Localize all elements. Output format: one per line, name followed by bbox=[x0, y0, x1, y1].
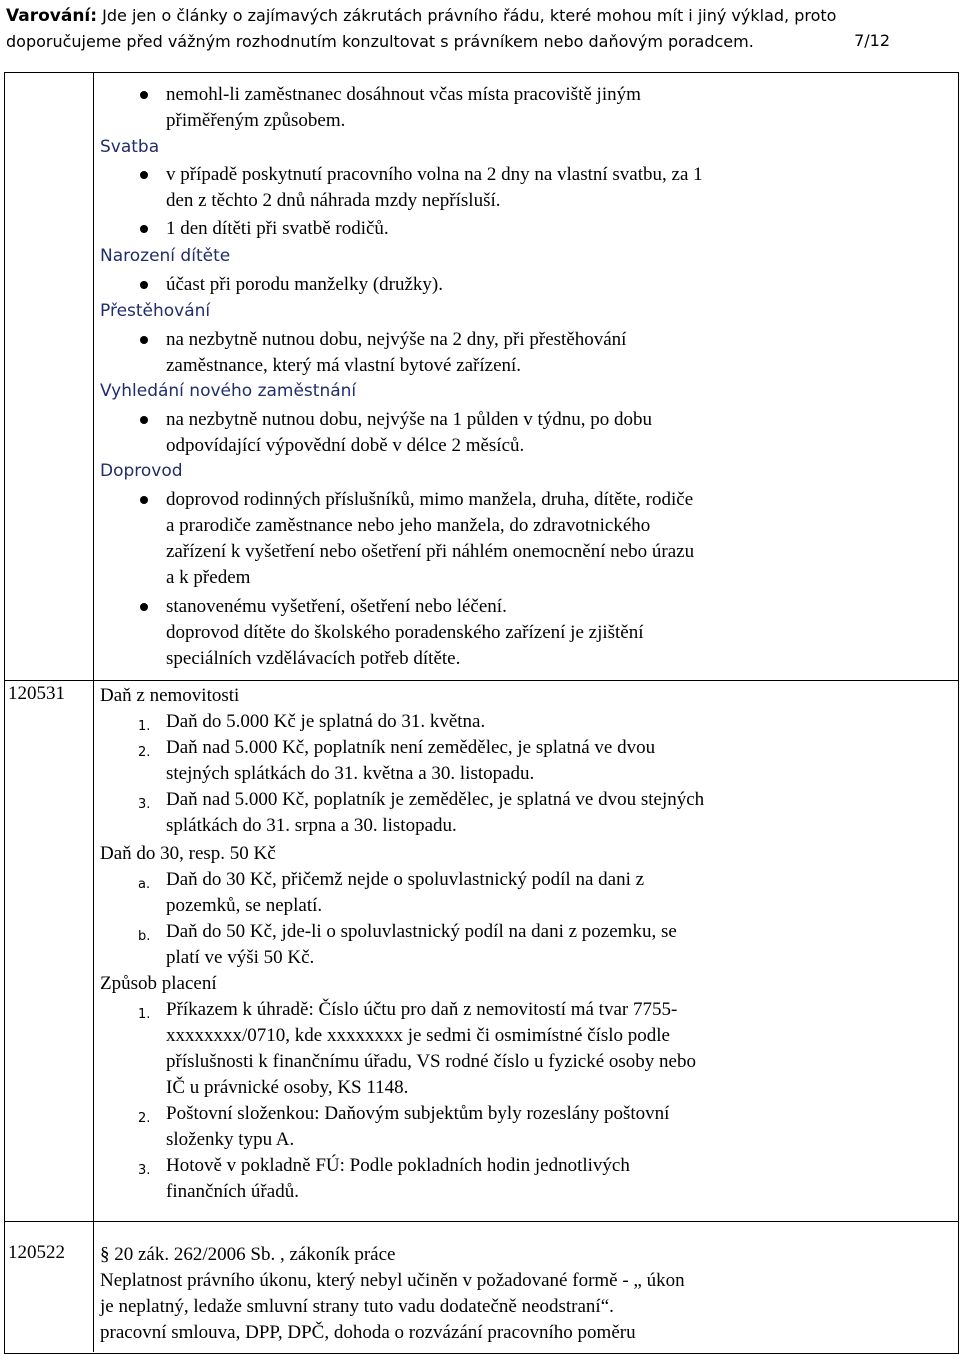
heading-prestehovani: Přestěhování bbox=[100, 301, 211, 321]
text-line: nemohl-li zaměstnanec dosáhnout včas místa pracoviště jiným bbox=[166, 84, 641, 105]
text-line: Příkazem k úhradě: Číslo účtu pro daň z nemovitostí má tvar 7755- bbox=[166, 999, 678, 1020]
row-divider bbox=[4, 1221, 958, 1222]
text-line: účast při porodu manželky (družky). bbox=[166, 274, 443, 295]
text-line: zařízení k vyšetření nebo ošetření při náhlém onemocnění nebo úrazu bbox=[166, 541, 695, 562]
text-line: Daň do 50 Kč, jde-li o spoluvlastnický podíl na dani z pozemku, se bbox=[166, 921, 677, 942]
text-line: platí ve výši 50 Kč. bbox=[166, 947, 315, 968]
bullet bbox=[140, 91, 148, 99]
bullet bbox=[140, 171, 148, 179]
text-line: v případě poskytnutí pracovního volna na 2 dny na vlastní svatbu, za 1 bbox=[166, 164, 703, 185]
text-line: IČ u právnické osoby, KS 1148. bbox=[166, 1077, 409, 1098]
text-line: Poštovní složenkou: Daňovým subjektům byly rozeslány poštovní bbox=[166, 1103, 670, 1124]
bullet bbox=[140, 336, 148, 344]
text-line: zaměstnance, který má vlastní bytové zařízení. bbox=[166, 355, 522, 376]
column-divider bbox=[93, 1221, 94, 1352]
text-line: příslušnosti k finančnímu úřadu, VS rodné číslo u fyzické osoby nebo bbox=[166, 1051, 696, 1072]
list-letter: b. bbox=[138, 929, 151, 944]
column-divider bbox=[93, 72, 94, 680]
bullet bbox=[140, 496, 148, 504]
text-line: splátkách do 31. srpna a 30. listopadu. bbox=[166, 815, 457, 836]
text-line: složenky typu A. bbox=[166, 1129, 295, 1150]
text-line: doprovod dítěte do školského poradenského zařízení je zjištění bbox=[166, 622, 644, 643]
list-number: 1. bbox=[138, 1007, 151, 1022]
warning-label: Varování: bbox=[6, 6, 98, 26]
warning-line-2: doporučujeme před vážným rozhodnutím konzultovat s právníkem nebo daňovým poradcem. bbox=[6, 32, 754, 51]
list-number: 2. bbox=[138, 745, 151, 760]
paragraph-icon: § bbox=[100, 1244, 115, 1265]
list-number: 3. bbox=[138, 1163, 151, 1178]
list-number: 3. bbox=[138, 797, 151, 812]
text-line: na nezbytně nutnou dobu, nejvýše na 2 dny, při přestěhování bbox=[166, 329, 627, 350]
heading-svatba: Svatba bbox=[100, 137, 160, 157]
text-line: odpovídající výpovědní době v délce 2 měsíců. bbox=[166, 435, 525, 456]
list-number: 2. bbox=[138, 1111, 151, 1126]
text-line: na nezbytně nutnou dobu, nejvýše na 1 půlden v týdnu, po dobu bbox=[166, 409, 653, 430]
text-line: stejných splátkách do 31. května a 30. listopadu. bbox=[166, 763, 535, 784]
text-line: doprovod rodinných příslušníků, mimo manžela, druha, dítěte, rodiče bbox=[166, 489, 694, 510]
text-line: pracovní smlouva, DPP, DPČ, dohoda o rozvázání pracovního poměru bbox=[100, 1322, 636, 1343]
heading-vyhledani: Vyhledání nového zaměstnání bbox=[100, 381, 357, 401]
text-line: Neplatnost právního úkonu, který nebyl učiněn v požadované formě - „ úkon bbox=[100, 1270, 685, 1291]
text-line: pozemků, se neplatí. bbox=[166, 895, 323, 916]
section-code: 120522 bbox=[8, 1242, 65, 1263]
page-header bbox=[6, 2, 890, 55]
text-line: a prarodiče zaměstnance nebo jeho manžela, do zdravotnického bbox=[166, 515, 651, 536]
sub-heading: Daň do 30, resp. 50 Kč bbox=[100, 843, 276, 864]
text-line: finančních úřadů. bbox=[166, 1181, 299, 1202]
text-line: Hotově v pokladně FÚ: Podle pokladních hodin jednotlivých bbox=[166, 1155, 630, 1176]
text-line: speciálních vzdělávacích potřeb dítěte. bbox=[166, 648, 461, 669]
text-line: 1 den dítěti při svatbě rodičů. bbox=[166, 218, 389, 239]
list-number: 1. bbox=[138, 719, 151, 734]
row-divider bbox=[4, 680, 958, 681]
warning-line bbox=[6, 2, 890, 29]
bullet bbox=[140, 603, 148, 611]
text-line: stanovenému vyšetření, ošetření nebo léčení. bbox=[166, 596, 507, 617]
heading-doprovod: Doprovod bbox=[100, 461, 183, 481]
text-line: xxxxxxxx/0710, kde xxxxxxxx je sedmi či osmimístné číslo podle bbox=[166, 1025, 670, 1046]
sub-heading: Způsob placení bbox=[100, 973, 217, 994]
section-title-text: 20 zák. 262/2006 Sb. , zákoník práce bbox=[114, 1244, 396, 1265]
column-divider bbox=[93, 680, 94, 1221]
page-number: 7/12 bbox=[854, 31, 890, 50]
warning-text: Jde jen o články o zajímavých zákrutách právního řádu, které mohou mít i jiný výklad, proto bbox=[97, 6, 837, 25]
text-line: a k předem bbox=[166, 567, 251, 588]
heading-narozeni: Narození dítěte bbox=[100, 246, 231, 266]
text-line: den z těchto 2 dnů náhrada mzdy nepřísluší. bbox=[166, 190, 501, 211]
text-line: přiměřeným způsobem. bbox=[166, 110, 346, 131]
text-line: je neplatný, ledaže smluvní strany tuto vadu dodatečně neodstraní“. bbox=[100, 1296, 614, 1317]
bullet bbox=[140, 416, 148, 424]
bullet bbox=[140, 281, 148, 289]
list-letter: a. bbox=[138, 877, 151, 892]
section-title bbox=[100, 1242, 395, 1268]
text-line: Daň do 5.000 Kč je splatná do 31. května. bbox=[166, 711, 486, 732]
text-line: Daň do 30 Kč, přičemž nejde o spoluvlastnický podíl na dani z bbox=[166, 869, 645, 890]
section-title: Daň z nemovitosti bbox=[100, 685, 240, 706]
bullet bbox=[140, 225, 148, 233]
section-code: 120531 bbox=[8, 683, 65, 704]
text-line: Daň nad 5.000 Kč, poplatník není zemědělec, je splatná ve dvou bbox=[166, 737, 656, 758]
text-line: Daň nad 5.000 Kč, poplatník je zemědělec, je splatná ve dvou stejných bbox=[166, 789, 705, 810]
